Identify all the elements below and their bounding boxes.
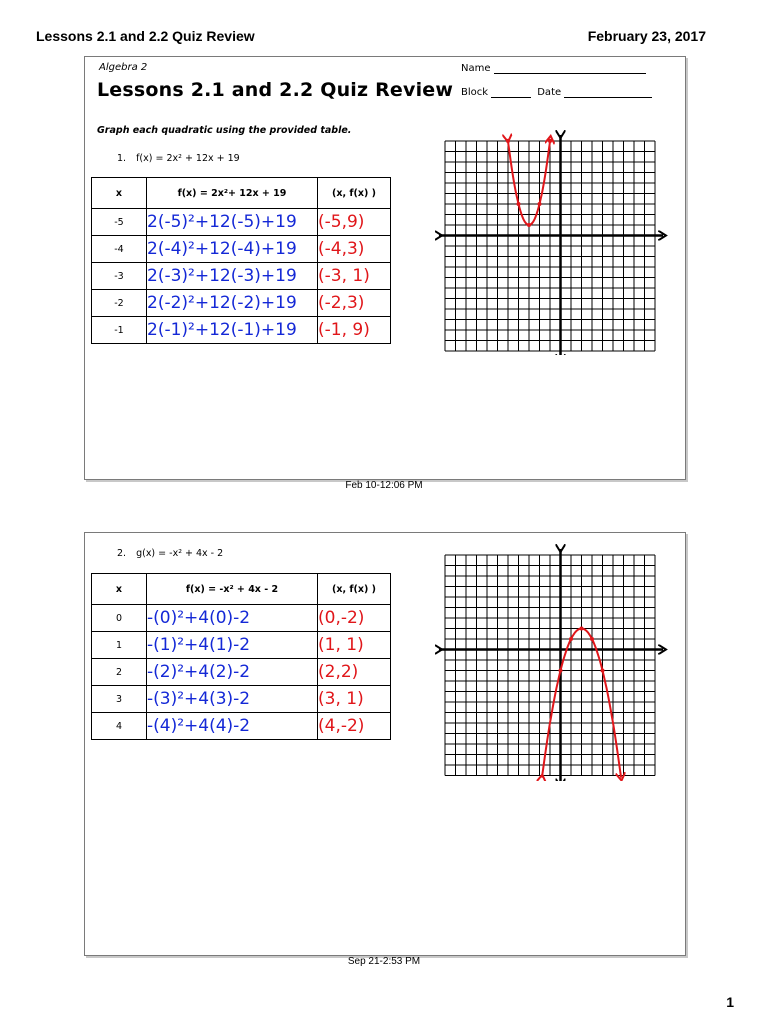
header-fx: f(x) = 2x²+ 12x + 19	[147, 178, 318, 209]
point-value: (0,-2)	[318, 605, 391, 632]
notebook-page-1	[84, 56, 686, 480]
value-table-1	[91, 177, 391, 344]
plotted-point	[517, 202, 521, 206]
block-date-field: Block Date	[461, 87, 655, 98]
calc-work: 2(-5)²+12(-5)+19	[147, 209, 318, 236]
plotted-point	[527, 223, 531, 227]
point-value: (-2,3)	[318, 290, 391, 317]
point-value: (4,-2)	[318, 713, 391, 740]
page-number: 1	[726, 994, 734, 1010]
notebook-page-2	[84, 532, 686, 956]
x-value: 0	[92, 605, 147, 632]
plotted-point	[538, 202, 542, 206]
point-value: (-3, 1)	[318, 263, 391, 290]
point-value: (1, 1)	[318, 632, 391, 659]
table-header-row	[92, 574, 391, 605]
calc-work: -(2)²+4(2)-2	[147, 659, 318, 686]
calc-work: 2(-3)²+12(-3)+19	[147, 263, 318, 290]
table-row	[92, 632, 391, 659]
x-value: 4	[92, 713, 147, 740]
table-row	[92, 659, 391, 686]
document-date: February 23, 2017	[587, 28, 706, 44]
header-x: x	[92, 574, 147, 605]
document-title: Lessons 2.1 and 2.2 Quiz Review	[36, 28, 255, 44]
table-row	[92, 236, 391, 263]
table-row	[92, 686, 391, 713]
name-field: Name	[461, 63, 646, 74]
x-value: -5	[92, 209, 147, 236]
point-value: (2,2)	[318, 659, 391, 686]
calc-work: -(1)²+4(1)-2	[147, 632, 318, 659]
value-table-2	[91, 573, 391, 740]
worksheet-title: Lessons 2.1 and 2.2 Quiz Review	[97, 79, 454, 101]
calc-work: -(0)²+4(0)-2	[147, 605, 318, 632]
x-value: 1	[92, 632, 147, 659]
calc-work: 2(-4)²+12(-4)+19	[147, 236, 318, 263]
plotted-point	[559, 669, 563, 673]
x-value: -1	[92, 317, 147, 344]
header-point: (x, f(x) )	[318, 574, 391, 605]
page-timestamp: Sep 21-2:53 PM	[347, 956, 421, 967]
plotted-point	[590, 637, 594, 641]
plotted-point	[506, 139, 510, 143]
table-row	[92, 605, 391, 632]
plotted-point	[569, 637, 573, 641]
point-value: (-4,3)	[318, 236, 391, 263]
header-fx: f(x) = -x² + 4x - 2	[147, 574, 318, 605]
calc-work: -(4)²+4(4)-2	[147, 713, 318, 740]
page-timestamp: Feb 10-12:06 PM	[345, 480, 423, 491]
table-row	[92, 263, 391, 290]
calc-work: -(3)²+4(3)-2	[147, 686, 318, 713]
point-value: (-5,9)	[318, 209, 391, 236]
table-row	[92, 209, 391, 236]
point-value: (3, 1)	[318, 686, 391, 713]
calc-work: 2(-2)²+12(-2)+19	[147, 290, 318, 317]
plotted-point	[601, 669, 605, 673]
plotted-point	[548, 139, 552, 143]
problem-1: 1. f(x) = 2x² + 12x + 19	[117, 153, 240, 164]
x-value: -3	[92, 263, 147, 290]
table-row	[92, 290, 391, 317]
point-value: (-1, 9)	[318, 317, 391, 344]
x-value: 2	[92, 659, 147, 686]
coordinate-grid-2	[435, 541, 675, 781]
header-x: x	[92, 178, 147, 209]
header-point: (x, f(x) )	[318, 178, 391, 209]
x-value: 3	[92, 686, 147, 713]
instruction: Graph each quadratic using the provided table.	[97, 125, 352, 136]
table-row	[92, 713, 391, 740]
table-header-row	[92, 178, 391, 209]
course-label: Algebra 2	[99, 62, 148, 73]
calc-work: 2(-1)²+12(-1)+19	[147, 317, 318, 344]
problem-2: 2. g(x) = -x² + 4x - 2	[117, 548, 224, 559]
x-value: -2	[92, 290, 147, 317]
plotted-point	[580, 627, 584, 631]
x-value: -4	[92, 236, 147, 263]
coordinate-grid-1	[435, 129, 675, 355]
table-row	[92, 317, 391, 344]
